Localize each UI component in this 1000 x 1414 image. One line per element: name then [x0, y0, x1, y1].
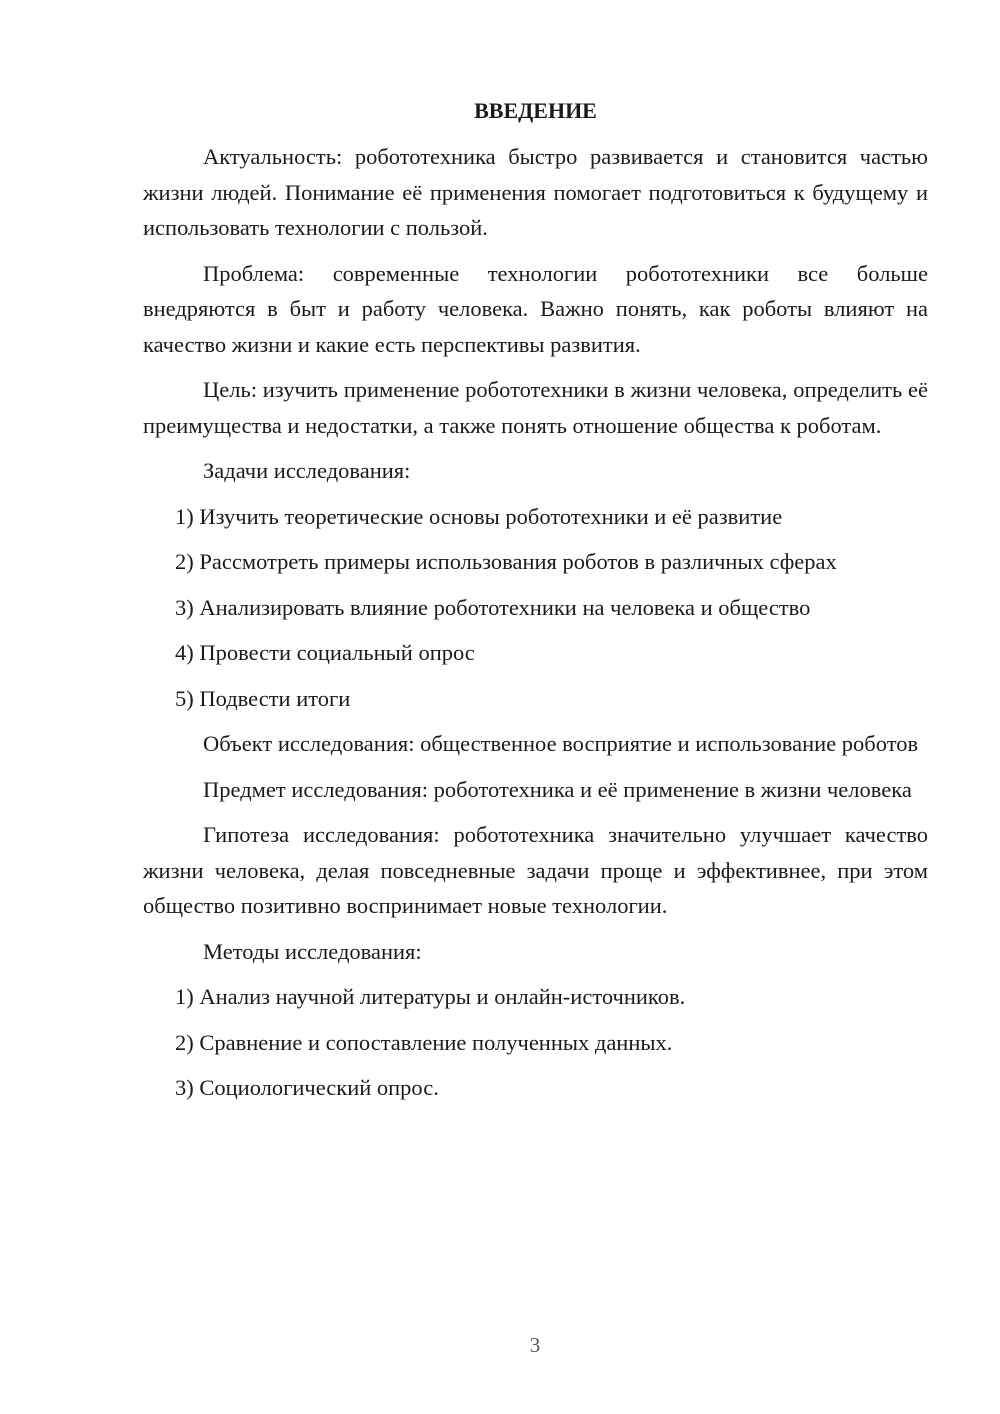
page-content [143, 95, 928, 1116]
methods-heading: Методы исследования: [203, 938, 422, 964]
method-item: 2) Сравнение и сопоставление полученных данных. [175, 1029, 673, 1055]
subject-paragraph: Предмет исследования: робототехника и её применение в жизни человека [203, 776, 912, 802]
method-item: 3) Социологический опрос. [175, 1075, 439, 1100]
goal-paragraph: Цель: изучить применение робототехники в жизни человека, определить её преимущества и недостатки, а также понять отношение общества к роботам. [143, 377, 928, 438]
task-item: 2) Рассмотреть примеры использования роботов в различных сферах [175, 549, 837, 574]
page-title: ВВЕДЕНИЕ [474, 98, 597, 123]
task-item: 1) Изучить теоретические основы робототехники и её развитие [175, 503, 783, 529]
hypothesis-paragraph: Гипотеза исследования: робототехника значительно улучшает качество жизни человека, делая повседневные задачи проще и эффективнее, при этом общество позитивно воспринимает новые технологии. [143, 822, 928, 918]
problem-paragraph: Проблема: современные технологии робототехники все больше внедряются в быт и работу человека. Важно понять, как роботы влияют на качество жизни и какие есть перспективы развития. [143, 260, 928, 357]
page-number: 3 [529, 1333, 541, 1357]
task-item: 5) Подвести итоги [175, 685, 351, 711]
relevance-paragraph: Актуальность: робототехника быстро развивается и становится частью жизни людей. Понимание её применения помогает подготовиться к будущему и использовать технологии с пользой. [143, 144, 928, 240]
method-item: 1) Анализ научной литературы и онлайн-источников. [175, 984, 686, 1009]
tasks-heading: Задачи исследования: [203, 458, 411, 483]
task-item: 4) Провести социальный опрос [175, 640, 475, 665]
object-paragraph: Объект исследования: общественное восприятие и использование роботов [203, 731, 919, 756]
task-item: 3) Анализировать влияние робототехники на человека и общество [175, 594, 811, 620]
